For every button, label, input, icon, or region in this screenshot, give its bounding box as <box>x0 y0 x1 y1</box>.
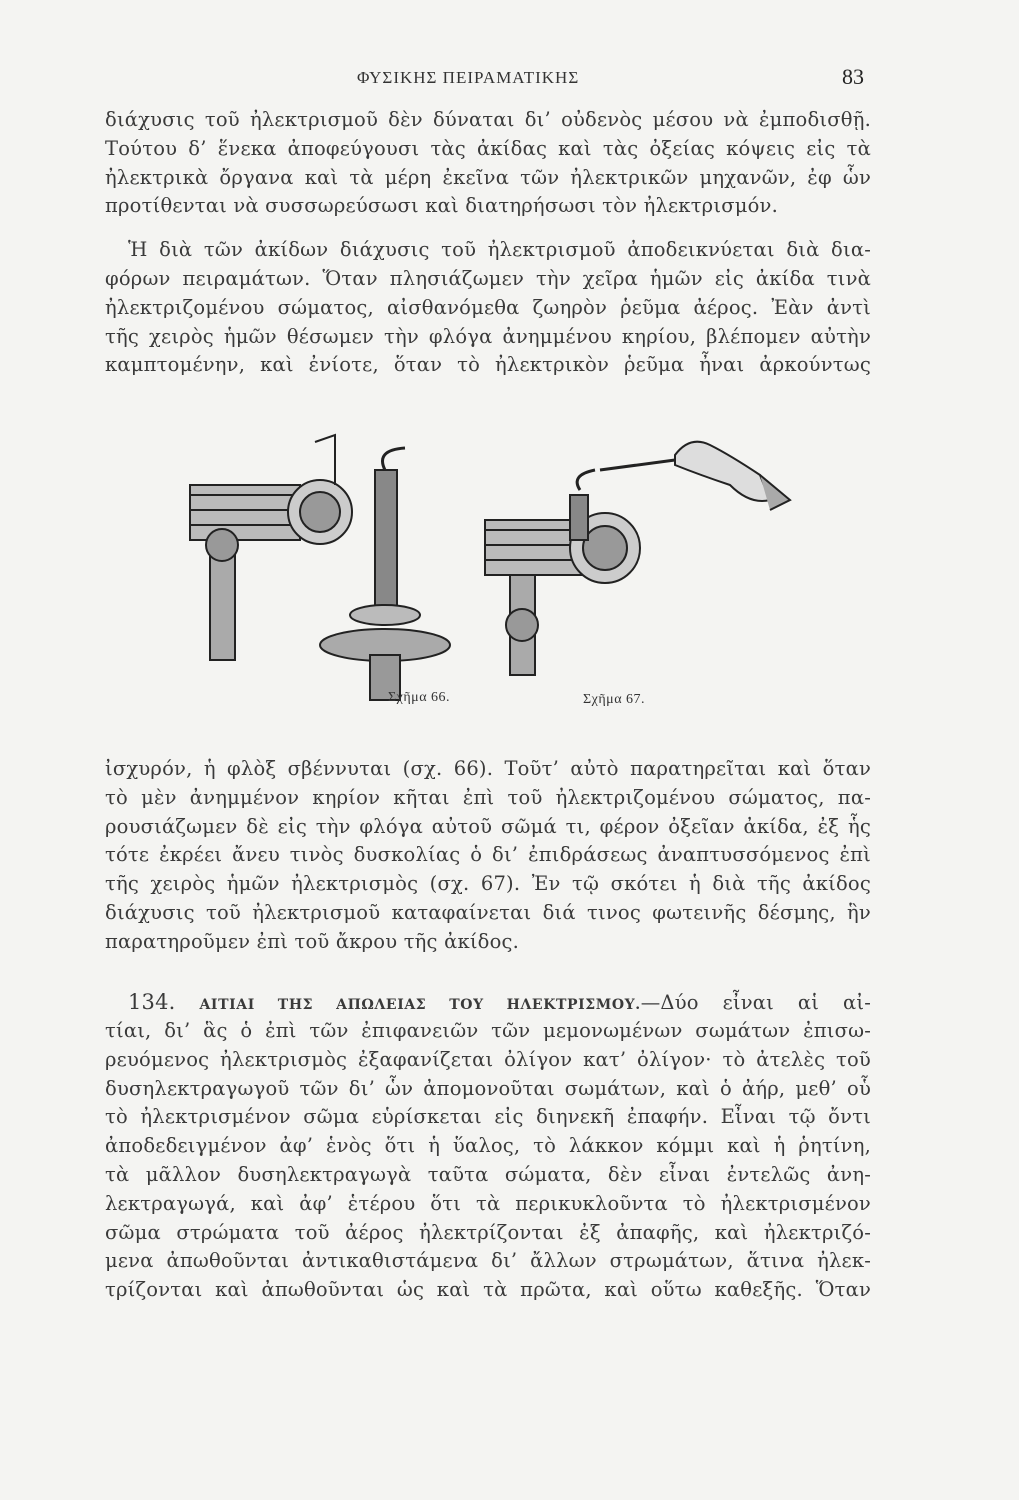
text-line: δυσηλεκτραγωγοῦ τῶν δι’ ὧν ἀπομονοῦται σωμάτων, καὶ ὁ ἀήρ, μεθ’ οὗ <box>105 1077 871 1100</box>
text-line: παρατηροῦμεν ἐπὶ τοῦ ἄκρου τῆς ἀκίδος. <box>105 930 520 953</box>
figure-66-apparatus <box>190 435 450 700</box>
text-line: τὸ ἠλεκτρισμένον σῶμα εὑρίσκεται εἰς διηνεκῆ ἐπαφήν. Εἶναι τῷ ὄντι <box>105 1105 871 1128</box>
figure-66-caption: Σχῆμα 66. <box>388 690 451 705</box>
text-line: τίαι, δι’ ἃς ὁ ἐπὶ τῶν ἐπιφανειῶν τῶν μεμονωμένων σωμάτων ἐπισω- <box>105 1019 871 1042</box>
text-line: σῶμα στρώματα τοῦ ἀέρος ἠλεκτρίζονται ἐξ ἀπαφῆς, καὶ ἠλεκτριζό- <box>105 1221 871 1244</box>
section-number: 134. <box>128 990 176 1014</box>
text-line: διάχυσις τοῦ ἠλεκτρισμοῦ καταφαίνεται διά τινος φωτεινῆς δέσμης, ἣν <box>105 901 871 924</box>
text-line: ἠλεκτριζομένου σώματος, αἰσθανόμεθα ζωηρὸν ῥεῦμα ἀέρος. Ἐὰν ἀντὶ <box>105 296 871 319</box>
page-number: 83 <box>842 64 864 89</box>
text-line: ἀποδεδειγμένον ἀφ’ ἑνὸς ὅτι ἡ ὕαλος, τὸ λάκκον κόμμι καὶ ἡ ῥητίνη, <box>105 1134 871 1157</box>
text-line: φόρων πειραμάτων. Ὅταν πλησιάζωμεν τὴν χεῖρα ἡμῶν εἰς ἀκίδα τινὰ <box>105 267 871 290</box>
figure-67-apparatus <box>485 470 640 675</box>
figure-67-caption: Σχῆμα 67. <box>583 692 646 707</box>
page-header <box>0 64 1019 94</box>
section-title: ΑΙΤΙΑΙ ΤΗΣ ΑΠΩΛΕΙΑΣ ΤΟΥ ΗΛΕΚΤΡΙΣΜΟΥ. <box>199 997 641 1013</box>
text-line: λεκτραγωγά, καὶ ἀφ’ ἑτέρου ὅτι τὰ περικυκλοῦντα τὸ ἠλεκτρισμένον <box>105 1192 871 1215</box>
text-line: —Δύο εἶναι αἱ αἰ- <box>640 991 871 1014</box>
text-line: Ἡ διὰ τῶν ἀκίδων διάχυσις τοῦ ἠλεκτρισμοῦ ἀποδεικνύεται διὰ δια- <box>128 238 871 261</box>
text-line: τρίζονται καὶ ἀπωθοῦνται ὡς καὶ τὰ πρῶτα, καὶ οὕτω καθεξῆς. Ὅταν <box>105 1278 871 1301</box>
text-line: καμπτομένην, καὶ ἐνίοτε, ὅταν τὸ ἠλεκτρικὸν ῥεῦμα ἦναι ἀρκούντως <box>105 353 871 376</box>
text-line: τότε ἐκρέει ἄνευ τινὸς δυσκολίας ὁ δι’ ἐπιδράσεως ἀναπτυσσόμενος ἐπὶ <box>105 843 871 866</box>
text-line: διάχυσις τοῦ ἠλεκτρισμοῦ δὲν δύναται δι’ οὐδενὸς μέσου νὰ ἐμποδισθῇ. <box>105 108 871 131</box>
text-line: προτίθενται νὰ συσσωρεύσωσι καὶ διατηρήσωσι τὸν ἠλεκτρισμόν. <box>105 194 778 217</box>
text-line: τῆς χειρὸς ἡμῶν ἠλεκτρισμὸς (σχ. 67). Ἐν τῷ σκότει ἡ διὰ τῆς ἀκίδος <box>105 872 871 895</box>
text-line: Τούτου δ’ ἕνεκα ἀποφεύγουσι τὰς ἀκίδας καὶ τὰς ὀξείας κόψεις εἰς τὰ <box>105 137 871 160</box>
text-line: ἰσχυρόν, ἡ φλὸξ σβέννυται (σχ. 66). Τοῦτ’ αὐτὸ παρατηρεῖται καὶ ὅταν <box>105 757 871 780</box>
text-line: ρευόμενος ἠλεκτρισμὸς ἐξαφανίζεται ὀλίγον κατ’ ὀλίγον· τὸ ἀτελὲς τοῦ <box>105 1048 871 1071</box>
text-line: ἠλεκτρικὰ ὄργανα καὶ τὰ μέρη ἐκεῖνα τῶν ἠλεκτρικῶν μηχανῶν, ἐφ ὧν <box>105 166 871 189</box>
hand-with-point-icon <box>600 442 790 510</box>
text-line: μενα ἀπωθοῦνται ἀντικαθιστάμενα δι’ ἄλλων στρωμάτων, ἅτινα ἠλεκ- <box>105 1249 871 1272</box>
figure-illustration <box>170 430 890 720</box>
text-line: τὰ μᾶλλον δυσηλεκτραγωγὰ ταῦτα σώματα, δὲν εἶναι ἐντελῶς ἀνη- <box>105 1163 871 1186</box>
text-line: τῆς χειρὸς ἡμῶν θέσωμεν τὴν φλόγα ἀνημμένου κηρίου, βλέπομεν αὐτὴν <box>105 325 871 348</box>
text-line: τὸ μὲν ἀνημμένον κηρίον κῆται ἐπὶ τοῦ ἠλεκτριζομένου σώματος, πα- <box>105 786 871 809</box>
running-title: ΦΥΣΙΚΗΣ ΠΕΙΡΑΜΑΤΙΚΗΣ <box>357 68 580 87</box>
section-heading-line <box>128 990 871 1017</box>
text-line: ρουσιάζωμεν δὲ εἰς τὴν φλόγα αὐτοῦ σῶμά τι, φέρον ὀξεῖαν ἀκίδα, ἐξ ἧς <box>105 815 871 838</box>
